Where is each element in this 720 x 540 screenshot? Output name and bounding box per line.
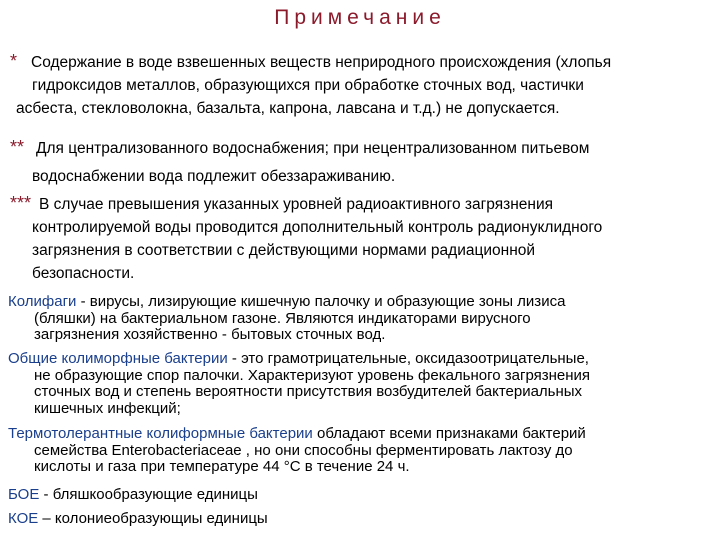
definition-boe-line-1	[8, 487, 718, 504]
note-3	[0, 192, 716, 285]
note-3-line-1	[0, 192, 716, 216]
note-1-line-2: гидроксидов металлов, образующихся при обработке сточных вод, частички	[32, 77, 584, 94]
note-2-line-2: водоснабжении вода подлежит обеззараживанию.	[32, 168, 396, 185]
definition-coliform-line-1	[8, 351, 718, 368]
definition-koe-line-1	[8, 511, 718, 528]
note-2-text-1: Для централизованного водоснабжения; при нецентрализованном питьевом	[36, 140, 590, 157]
definition-thermotolerant-line-3: кислоты и газа при температуре 44 °С в течение 24 ч.	[34, 458, 410, 476]
note-1	[0, 50, 716, 120]
definition-thermotolerant-text-1: обладают всеми признаками бактерий	[312, 425, 586, 442]
definition-thermotolerant-line-1	[8, 426, 718, 443]
note-1-marker: *	[10, 51, 18, 71]
note-3-line-2: контролируемой воды проводится дополнительный контроль радионуклидного	[32, 219, 603, 236]
definition-colifagi-term: Колифаги	[8, 293, 77, 310]
note-1-line-3: асбеста, стекловолокна, базальта, капрона, лавсана и т.д.) не допускается.	[16, 100, 560, 117]
note-3-marker: ***	[10, 193, 32, 213]
definition-coliform-line-4: кишечных инфекций;	[34, 399, 181, 417]
definition-colifagi-line-2: (бляшки) на бактериальном газоне. Являются индикаторами вирусного	[34, 309, 531, 327]
definition-thermotolerant	[8, 426, 718, 476]
definition-colifagi-line-1	[8, 294, 718, 311]
definition-koe	[8, 511, 718, 528]
note-3-line-3: загрязнения в соответствии с действующими нормами радиационной	[32, 242, 536, 259]
definition-coliform-text-1: - это грамотрицательные, оксидазоотрицательные,	[227, 350, 589, 367]
definition-coliform-term: Общие колиморфные бактерии	[8, 350, 228, 367]
definition-thermotolerant-line-2: семейства Enterobacteriaceae , но они способны ферментировать лактозу до	[34, 441, 573, 459]
definition-coliform-line-3: сточных вод и степень вероятности присутствия возбудителей бактериальных	[34, 383, 583, 401]
definition-koe-term: КОЕ	[8, 510, 39, 527]
definition-coliform	[8, 351, 718, 417]
note-3-text-1: В случае превышения указанных уровней радиоактивного загрязнения	[39, 196, 554, 213]
definition-boe	[8, 487, 718, 504]
note-2	[0, 136, 716, 188]
definition-colifagi	[8, 294, 718, 344]
note-2-marker: **	[10, 137, 25, 157]
definition-koe-text-1: – колониеобразующиы единицы	[38, 510, 268, 527]
definition-thermotolerant-term: Термотолерантные колиформные бактерии	[8, 425, 313, 442]
definition-colifagi-line-3: загрязнения хозяйственно - бытовых сточных вод.	[34, 326, 386, 344]
definition-boe-text-1: - бляшкообразующие единицы	[39, 486, 258, 503]
definition-colifagi-text-1: - вирусы, лизирующие кишечную палочку и образующие зоны лизиса	[76, 293, 566, 310]
note-3-line-4: безопасности.	[32, 265, 135, 282]
note-2-line-1	[0, 136, 716, 160]
definition-coliform-line-2: не образующие спор палочки. Характеризуют уровень фекального загрязнения	[34, 366, 591, 384]
definition-boe-term: БОЕ	[8, 486, 40, 503]
note-1-line-1	[0, 50, 716, 74]
page-title: Примечание	[274, 6, 446, 29]
note-1-text-1: Содержание в воде взвешенных веществ неприродного происхождения (хлопья	[31, 54, 612, 71]
